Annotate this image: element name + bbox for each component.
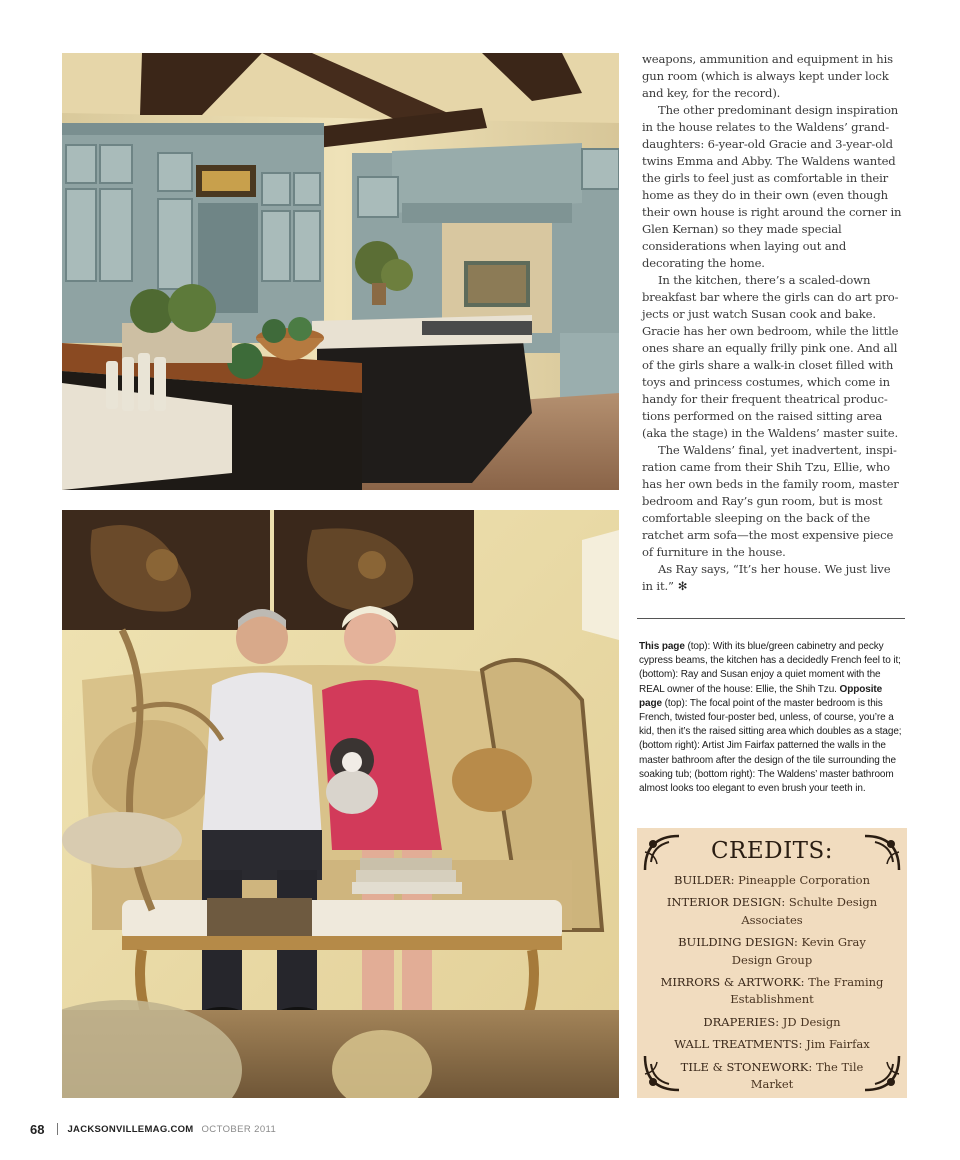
credit-item <box>659 934 885 969</box>
caption-label: Opposite page <box>639 683 883 709</box>
kitchen-photo <box>62 53 619 490</box>
credit-item <box>659 1036 885 1053</box>
body-paragraph-final <box>642 561 904 595</box>
credit-item <box>659 974 885 1009</box>
credit-role: BUILDER: <box>674 873 735 887</box>
body-paragraph: The other predominant design inspiration in the house relates to the Waldens’ granddaughters: 6-year-old Gracie and 3-year-old twins Emma and Abby. The Waldens wanted the girls to feel just as comfortable in their home as they do in their own (even though their own house is right around the corner in Glen Kernan) so they made special considerations when laying out and decorating the home. <box>642 103 902 270</box>
credit-item <box>659 894 885 929</box>
issue-date: OCTOBER 2011 <box>201 1123 277 1135</box>
caption-text: (top): With its blue/green cabinetry and pecky cypress beams, the kitchen has a decidedly French feel to it; (bottom): Ray and Susan enjoy a quiet moment with the REAL owner of the house: Ellie, the Shih Tzu. <box>639 641 901 695</box>
site-url: JACKSONVILLEMAG.COM <box>67 1123 194 1135</box>
page-footer <box>30 1119 276 1139</box>
end-mark-icon: ✻ <box>677 579 688 593</box>
credit-name: The Framing Establishment <box>730 975 884 1007</box>
credit-name: Jim Fairfax <box>806 1037 870 1052</box>
caption-text: (top): The focal point of the master bedroom is this French, twisted four-poster bed, unless, of course, you’re a kid, then it’s the raised sitting area which doubles as a stage; (bottom right): Artist Jim Fairfax patterned the walls in the master bathroom after the design of the tile surrounding the soaking tub; (bottom right): The Waldens’ master bathroom almost looks too elegant to even brush your teeth in. <box>639 697 902 795</box>
credit-role: DRAPERIES: <box>703 1014 780 1029</box>
credit-role: INTERIOR DESIGN: <box>666 895 786 910</box>
body-paragraph: weapons, ammunition and equipment in his gun room (which is always kept under lock and key, for the record). <box>642 52 893 100</box>
body-paragraph: The Waldens’ final, yet inadvertent, inspiration came from their Shih Tzu, Ellie, who has her own beds in the family room, master bedroom and Ray’s gun room, but is most comfortable sleeping on the back of the ratchet arm sofa—the most expensive piece of furniture in the house. <box>642 443 899 559</box>
credit-name: Pineapple Corporation <box>738 873 870 887</box>
footer-divider <box>57 1123 58 1135</box>
body-paragraph: In the kitchen, there’s a scaled-down breakfast bar where the girls can do art projects or just watch Susan cook and bake. Gracie has her own bedroom, while the little ones share an equally frilly pink one. And all of the girls share a walk-in closet filled with toys and princess costumes, which come in handy for their frequent theatrical productions performed on the raised sitting area (aka the stage) in the Waldens’ master suite. <box>642 273 899 440</box>
credits-box <box>637 828 907 1098</box>
photo-caption <box>639 640 905 796</box>
credit-role: MIRRORS & ARTWORK: <box>660 975 805 990</box>
credit-role: WALL TREATMENTS: <box>674 1037 803 1052</box>
credit-name: JD Design <box>782 1014 841 1029</box>
credits-title: CREDITS: <box>710 838 834 864</box>
credit-name: The Tile Market <box>750 1059 864 1092</box>
credit-item <box>659 1014 885 1031</box>
credits-list <box>659 872 885 1098</box>
caption-label: This page <box>639 641 685 652</box>
credit-role: TILE & STONEWORK: <box>680 1059 813 1074</box>
credit-role: BUILDING DESIGN: <box>678 935 798 950</box>
credit-name: Kevin Gray Design Group <box>731 935 866 967</box>
final-quote: As Ray says, “It’s her house. We just live in it.” <box>642 562 891 593</box>
credit-item <box>659 872 885 889</box>
caption-divider <box>637 618 905 619</box>
credit-name: Schulte Design Associates <box>741 895 878 927</box>
article-body <box>642 51 904 595</box>
credit-item <box>659 1059 885 1094</box>
page-number: 68 <box>30 1121 45 1137</box>
couple-photo <box>62 510 619 1098</box>
